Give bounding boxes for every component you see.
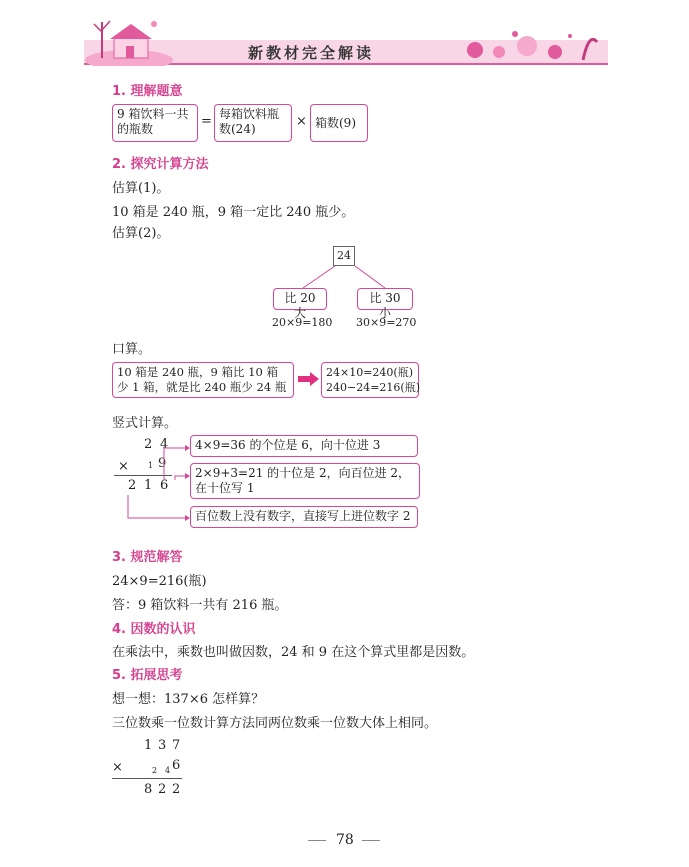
estimate-2-label: 估算(2)。 [112,226,170,241]
section-5-title: 5. 拓展思考 [112,668,183,683]
arrow-right-icon [298,372,320,386]
vertical-multiplier: 9 [158,456,167,471]
section-3-title: 3. 规范解答 [112,550,183,565]
ext-result-ones: 2 [172,782,181,797]
ext-carry-hundreds: 2 [152,766,158,775]
mental-explanation-box: 10 箱是 240 瓶，9 箱比 10 箱少 1 箱，就是比 240 瓶少 24 瓶 [112,362,294,398]
equals-sign: = [201,114,212,129]
tree-right-equation: 30×9=270 [356,316,417,329]
vertical-result-ones: 6 [160,478,169,493]
ext-result-hundreds: 8 [144,782,153,797]
ext-top-ones: 7 [172,738,181,753]
tree-left-equation: 20×9=180 [272,316,333,329]
vertical-result-hundreds: 2 [128,478,137,493]
ext-multiplier: 6 [172,758,181,773]
note-ones-box: 4×9=36 的个位是 6，向十位进 3 [190,435,418,457]
vertical-label: 竖式计算。 [112,416,178,431]
mental-label: 口算。 [112,342,152,357]
flower-decoration [455,22,605,66]
ext-rule [112,778,182,779]
ext-times-sign: × [112,760,123,775]
tree-top-number: 24 [333,246,355,266]
factor-definition: 在乘法中，乘数也叫做因数，24 和 9 在这个算式里都是因数。 [112,645,475,660]
tree-right-box: 比 30 小 [357,288,413,310]
estimate-1-text: 10 箱是 240 瓶，9 箱一定比 240 瓶少。 [112,205,355,220]
section-1-title: 1. 理解题意 [112,84,183,99]
answer-equation: 24×9=216(瓶) [112,574,207,589]
section-4-title: 4. 因数的认识 [112,622,196,637]
vertical-connector-lines [120,440,190,530]
vertical-top-tens: 2 [144,437,153,452]
think-question: 想一想：137×6 怎样算？ [112,692,265,707]
vertical-result-tens: 1 [144,478,153,493]
vertical-times-sign: × [118,459,129,474]
method-statement: 三位数乘一位数计算方法同两位数乘一位数大体上相同。 [112,716,438,731]
note-hundreds-box: 百位数上没有数字，直接写上进位数字 2 [190,506,418,528]
mental-result-1: 24×10=240(瓶) [326,366,414,379]
vertical-top-ones: 4 [160,437,169,452]
times-sign: × [296,114,307,129]
ext-carry-tens: 4 [165,766,171,775]
ext-result-tens: 2 [158,782,167,797]
answer-sentence: 答：9 箱饮料一共有 216 瓶。 [112,598,288,613]
header-title: 新教材完全解读 [248,44,375,62]
estimate-1-label: 估算(1)。 [112,181,170,196]
section-2-title: 2. 探究计算方法 [112,157,209,172]
page-number: 78 [336,832,354,848]
mental-result-2: 240−24=216(瓶) [326,381,421,394]
total-bottles-box: 9 箱饮料一共的瓶数 [112,104,198,142]
ext-top-tens: 3 [158,738,167,753]
house-illustration [84,10,174,66]
vertical-carry: 1 [148,461,154,470]
footer-dash-right [362,840,380,841]
per-box-bottles-box: 每箱饮料瓶数(24) [214,104,292,142]
note-tens-box: 2×9+3=21 的十位是 2，向百位进 2，在十位写 1 [190,463,420,499]
footer-dash-left [308,840,326,841]
box-count-box: 箱数(9) [310,104,368,142]
mental-result-box [321,362,419,398]
tree-left-box: 比 20 大 [273,288,327,310]
ext-top-hundreds: 1 [144,738,153,753]
